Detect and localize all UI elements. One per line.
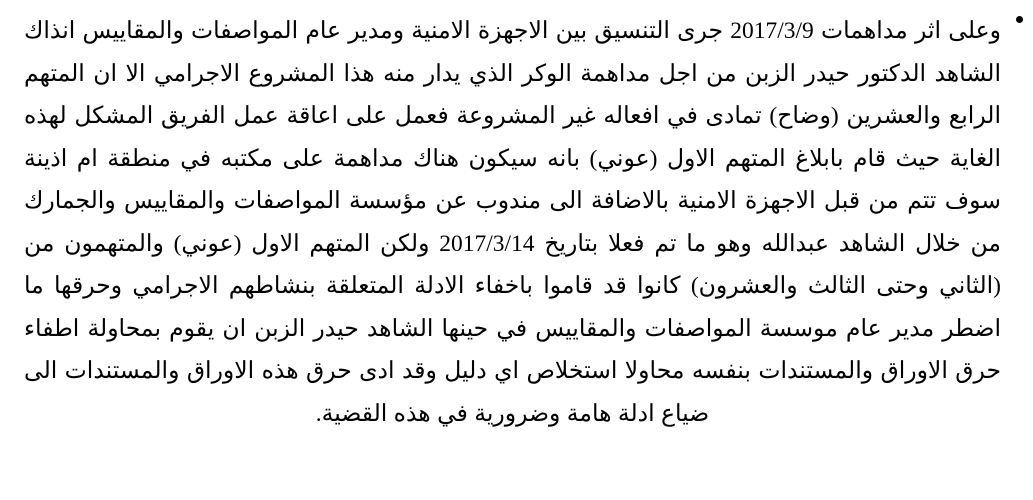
bulleted-paragraph-block <box>18 10 1007 435</box>
paragraph-text: وعلى اثر مداهمات 2017/3/9 جرى التنسيق بين الاجهزة الامنية ومدير عام المواصفات والمقاييس انذاك الشاهد الدكتور حيدر الزبن من اجل مداهمة الوكر الذي يدار منه هذا المشروع الاجرامي الا ان المتهم الرابع والعشرين (وضاح) تمادى في افعاله غير المشروعة فعمل على اعاقة عمل الفريق المشكل لهذه الغاية حيث قام بابلاغ المتهم الاول (عوني) بانه سيكون هناك مداهمة على مكتبه في منطقة ام اذينة سوف تتم من قبل الاجهزة الامنية بالاضافة الى مندوب عن مؤسسة المواصفات والمقاييس والجمارك من خلال الشاهد عبدالله وهو ما تم فعلا بتاريخ 2017/3/14 ولكن المتهم الاول (عوني) والمتهمون من (الثاني وحتى الثالث والعشرون) كانوا قد قاموا باخفاء الادلة المتعلقة بنشاطهم الاجرامي وحرقها ما اضطر مدير عام موسسة المواصفات والمقاييس في حينها الشاهد حيدر الزبن ان يقوم بمحاولة اطفاء حرق الاوراق والمستندات بنفسه محاولا استخلاص اي دليل وقد ادى حرق هذه الاوراق والمستندات الى ضياع ادلة هامة وضرورية في هذه القضية. <box>24 18 1001 427</box>
bullet-point-icon <box>1016 16 1023 23</box>
